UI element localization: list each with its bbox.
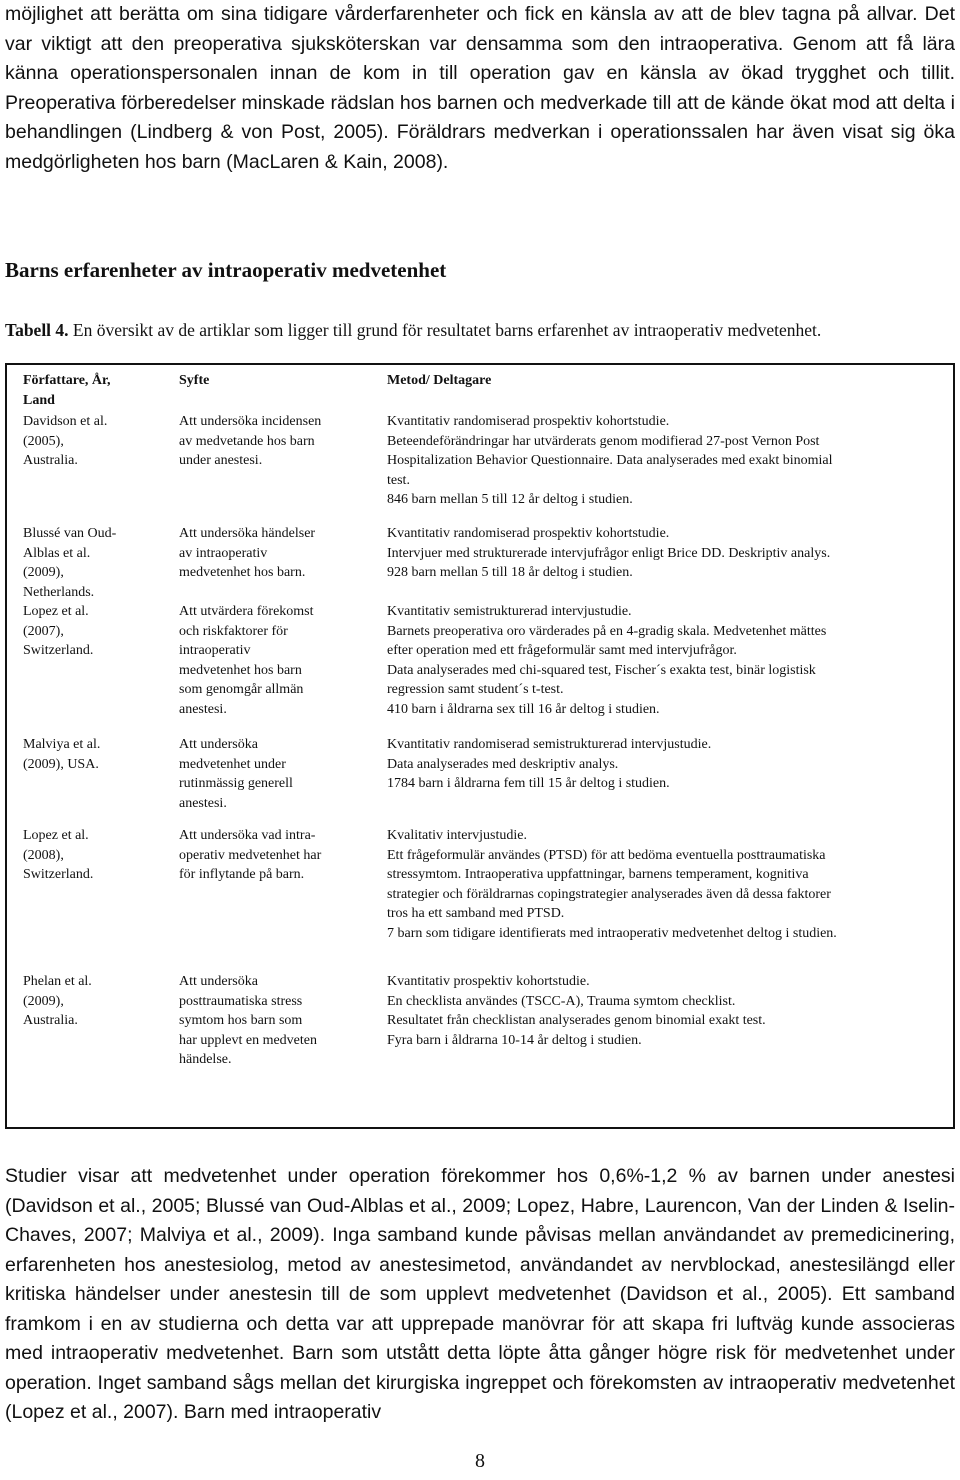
row-aim: Att undersöka incidensen av medvetande hos barn under anestesi.: [179, 414, 322, 468]
row-aim: Att undersöka posttraumatiska stress symtom hos barn som har upplevt en medveten händelse.: [179, 974, 318, 1067]
row-author: Blussé van Oud- Alblas et al. (2009), Netherlands.: [23, 526, 117, 600]
header-method: Metod/ Deltagare: [387, 373, 492, 388]
row-method: Kvantitativ semistrukturerad intervjustudie. Barnets preoperativa oro värderades på en 4-gradig skala. Medvetenhet mättes efter operation med ett frågeformulär samt med intervjufrågor. Data analyserades med chi-squared test, Fischer´s exakta test, binär logistisk regression samt student´s t-test. 410 barn i åldrarna sex till 16 år deltog i studien.: [387, 604, 827, 717]
row-author: Lopez et al. (2008), Switzerland.: [23, 828, 94, 882]
row-method: Kvantitativ randomiserad semistrukturerad intervjustudie. Data analyserades med deskriptiv analys. 1784 barn i åldrarna fem till 15 år deltog i studien.: [387, 737, 712, 791]
row-author: Davidson et al. (2005), Australia.: [23, 414, 108, 468]
table-caption: [5, 320, 955, 340]
row-author: Phelan et al. (2009), Australia.: [23, 974, 92, 1028]
row-method: Kvantitativ prospektiv kohortstudie. En checklista användes (TSCC-A), Trauma symtom checklist. Resultatet från checklistan analyserades genom binomial exakt test. Fyra barn i åldrarna 10-14 år deltog i studien.: [387, 974, 766, 1048]
row-author: Malviya et al. (2009), USA.: [23, 737, 101, 772]
section-heading: Barns erfarenheter av intraoperativ medvetenhet: [5, 258, 447, 282]
page-number: 8: [475, 1450, 485, 1472]
body-paragraph: Studier visar att medvetenhet under operation förekommer hos 0,6%-1,2 % av barnen under anestesi (Davidson et al., 2005; Blussé van Oud-Alblas et al., 2009; Lopez, Habre, Laurencon, Van der Linden & Iselin-Chaves, 2007; Malviya et al., 2009). Inga samband kunde påvisas mellan användandet av premedicinering, erfarenheten hos anestesiolog, metod av anestesimetod, användandet av nervblockad, anestesilängd eller kritiska händelser under anestesin till de som upplevt medvetenhet (Davidson et al., 2005). Ett samband framkom i en av studierna och detta var att upprepade manövrar för att skapa fri luftväg kunde associeras med intraoperativ medvetenhet. Barn som utstått detta löpte åtta gånger högre risk för medvetenhet under operation. Inget samband sågs mellan det kirurgiska ingreppet och förekomsten av intraoperativ medvetenhet (Lopez et al., 2007). Barn med intraoperativ: [5, 1165, 955, 1423]
header-aim: Syfte: [179, 373, 210, 388]
table-caption-text: En översikt av de artiklar som ligger till grund för resultatet barns erfarenhet av intraoperativ medvetenhet.: [68, 320, 822, 340]
row-aim: Att undersöka vad intra- operativ medvetenhet har för inflytande på barn.: [179, 828, 322, 882]
row-aim: Att utvärdera förekomst och riskfaktorer för intraoperativ medvetenhet hos barn som genomgår allmän anestesi.: [179, 604, 314, 717]
header-author: Författare, År, Land: [23, 373, 111, 408]
row-method: Kvantitativ randomiserad prospektiv kohortstudie. Intervjuer med strukturerade intervjufrågor enligt Brice DD. Deskriptiv analys. 928 barn mellan 5 till 18 år deltog i studien.: [387, 526, 831, 580]
row-method: Kvalitativ intervjustudie. Ett frågeformulär användes (PTSD) för att bedöma eventuella posttraumatiska stressymtom. Intraoperativa uppfattningar, barnens temperament, kognitiva strategier och föräldrarnas copingstrategier analyserades även då dessa faktorer tros ha ett samband med PTSD. 7 barn som tidigare identifierats med intraoperativ medvetenhet deltog i studien.: [387, 828, 837, 941]
intro-paragraph: möjlighet att berätta om sina tidigare vårderfarenheter och fick en känsla av att de blev tagna på allvar. Det var viktigt att den preoperativa sjuksköterskan var densamma som den intraoperativa. Genom att få lära känna operationspersonalen innan de kom in till operation gav en känsla av ökad trygghet och tillit. Preoperativa förberedelser minskade rädslan hos barnen och medverkade till att de kände ökat mod att delta i behandlingen (Lindberg & von Post, 2005). Föräldrars medverkan i operationssalen har även visat sig öka medgörligheten hos barn (MacLaren & Kain, 2008).: [5, 3, 955, 173]
row-aim: Att undersöka medvetenhet under rutinmässig generell anestesi.: [179, 737, 293, 811]
row-method: Kvantitativ randomiserad prospektiv kohortstudie. Beteendeförändringar har utvärderats genom modifierad 27-post Vernon Post Hospitalization Behavior Questionnaire. Data analyserades med exakt binomial test. 846 barn mellan 5 till 12 år deltog i studien.: [387, 414, 833, 507]
row-aim: Att undersöka händelser av intraoperativ medvetenhet hos barn.: [179, 526, 316, 580]
table-caption-label: Tabell 4.: [5, 320, 69, 340]
studies-table: [5, 363, 955, 1129]
row-author: Lopez et al. (2007), Switzerland.: [23, 604, 94, 658]
